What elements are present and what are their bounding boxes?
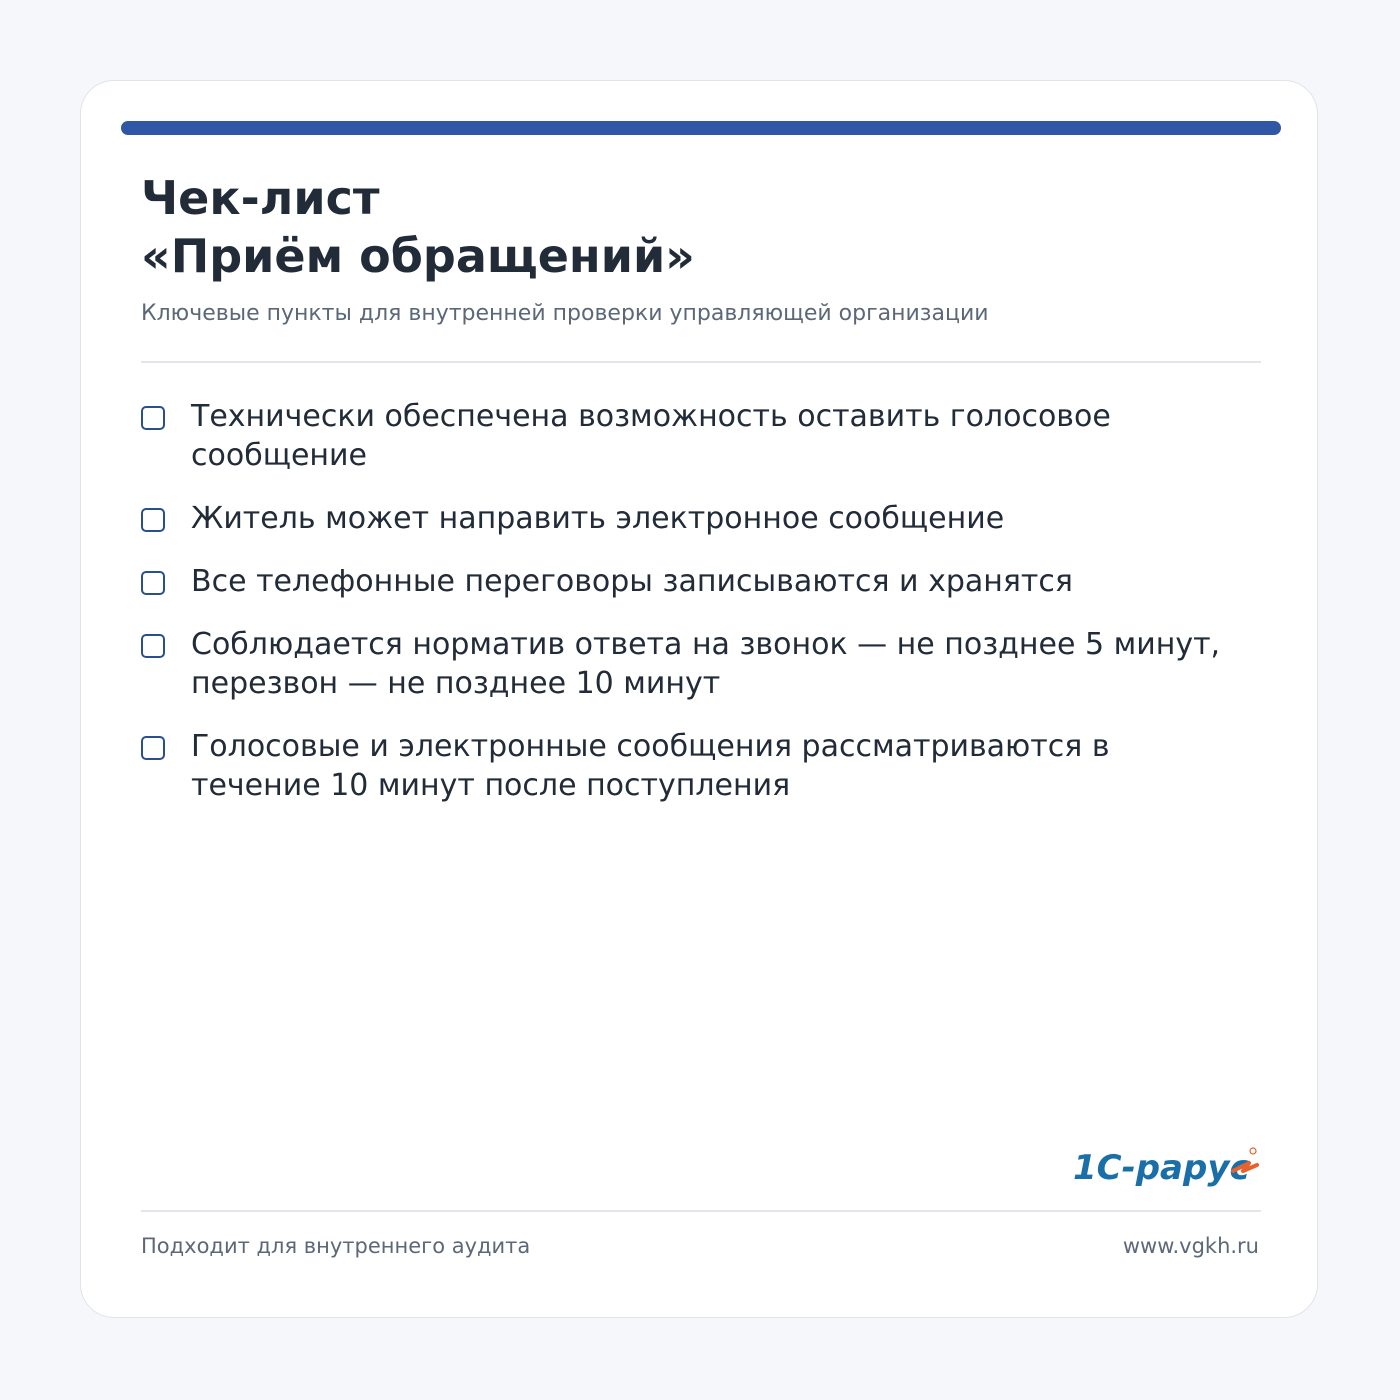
checklist-item (141, 397, 1221, 475)
1c-rarus-logo-icon (1073, 1143, 1259, 1189)
checkbox-5[interactable] (141, 736, 165, 760)
checkbox-1[interactable] (141, 406, 165, 430)
logo-text: 1С-рарус (1073, 1148, 1250, 1188)
checklist-card (80, 80, 1318, 1318)
checklist (141, 397, 1221, 829)
checklist-item-text: Соблюдается норматив ответа на звонок — не позднее 5 минут, перезвон — не позднее 10 минут (191, 627, 1221, 701)
title-line-2: «Приём обращений» (141, 229, 695, 283)
checkbox-4[interactable] (141, 634, 165, 658)
checklist-item-text: Житель может направить электронное сообщение (191, 501, 1005, 536)
title-line-1: Чек-лист (141, 171, 380, 225)
checklist-item-text: Голосовые и электронные сообщения рассматриваются в течение 10 минут после поступления (191, 729, 1110, 803)
footer-site-link[interactable]: www.vgkh.ru (1122, 1234, 1259, 1258)
checklist-item (141, 727, 1221, 805)
checklist-item (141, 562, 1221, 601)
accent-bar (121, 121, 1281, 135)
registered-mark-icon (1250, 1148, 1256, 1154)
footer-note: Подходит для внутреннего аудита (141, 1234, 531, 1258)
checklist-item (141, 499, 1221, 538)
page-subtitle: Ключевые пункты для внутренней проверки управляющей организации (141, 301, 989, 326)
footer-divider (141, 1210, 1261, 1212)
page-title (141, 169, 695, 285)
header-divider (141, 361, 1261, 363)
checklist-item-text: Все телефонные переговоры записываются и хранятся (191, 564, 1073, 599)
checkbox-3[interactable] (141, 571, 165, 595)
checkbox-2[interactable] (141, 508, 165, 532)
checklist-item-text: Технически обеспечена возможность оставить голосовое сообщение (191, 399, 1111, 473)
checklist-item (141, 625, 1221, 703)
